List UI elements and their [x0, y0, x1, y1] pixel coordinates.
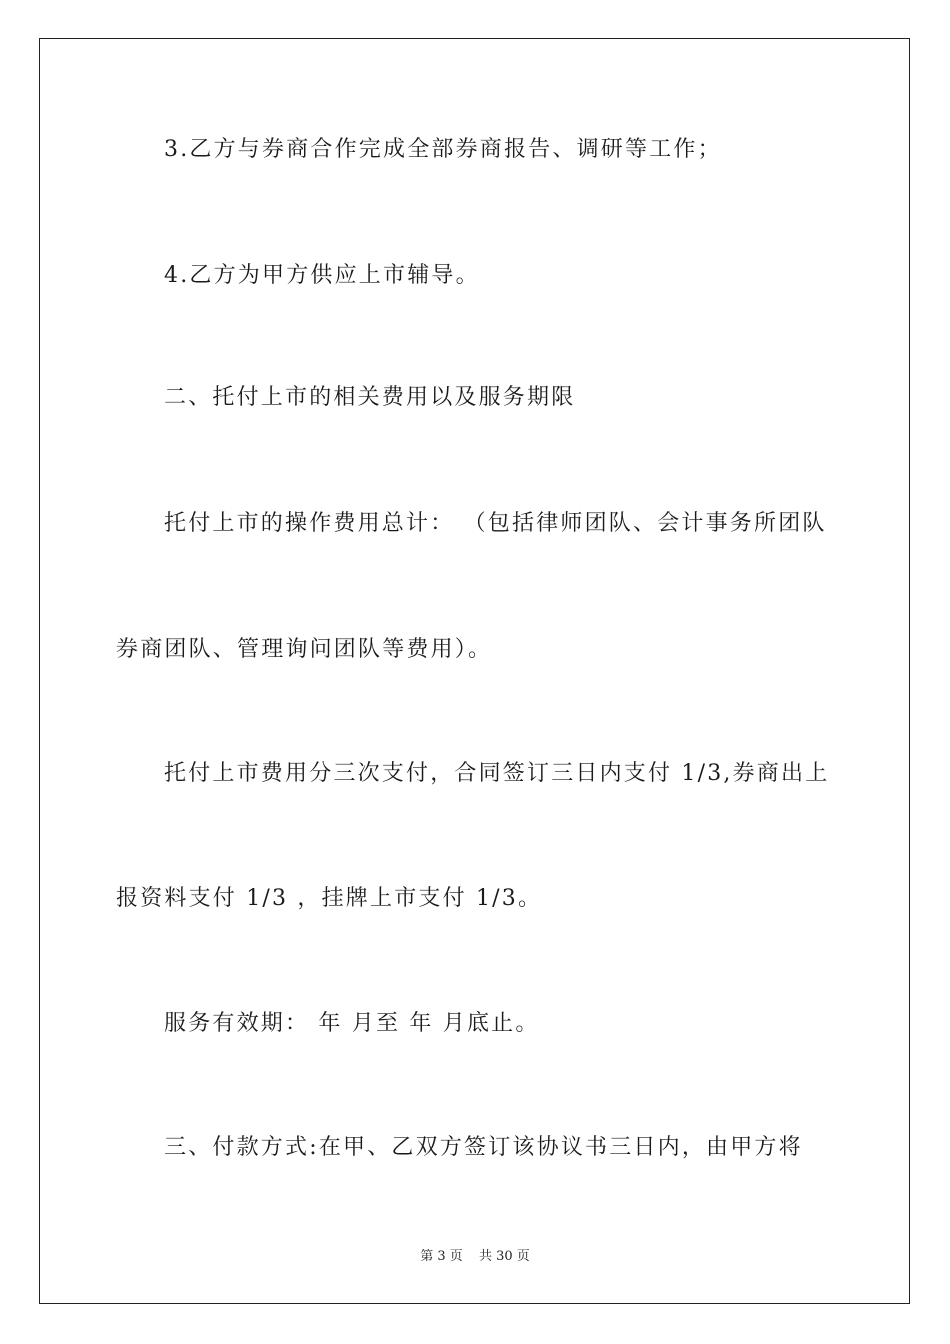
paragraph-line-4: 托付上市的操作费用总计： （包括律师团队、会计事务所团队	[164, 511, 827, 536]
paragraph-line-8: 服务有效期： 年 月至 年 月底止。	[164, 1011, 540, 1036]
page-frame	[39, 38, 910, 1304]
page-total: 共 30 页	[478, 1249, 530, 1264]
section-heading-2: 二、托付上市的相关费用以及服务期限	[164, 385, 576, 410]
page-footer	[0, 1248, 950, 1266]
paragraph-line-2: 4.乙方为甲方供应上市辅导。	[164, 263, 480, 288]
paragraph-line-6: 托付上市费用分三次支付，合同签订三日内支付 1/3,券商出上	[164, 761, 830, 786]
paragraph-line-5: 券商团队、管理询问团队等费用）。	[116, 637, 493, 662]
paragraph-line-1: 3.乙方与券商合作完成全部券商报告、调研等工作；	[164, 137, 722, 162]
page-number: 第 3 页	[420, 1249, 463, 1264]
section-heading-3: 三、付款方式:在甲、乙双方签订该协议书三日内，由甲方将	[164, 1135, 803, 1160]
paragraph-line-7: 报资料支付 1/3 ，挂牌上市支付 1/3。	[116, 886, 543, 911]
